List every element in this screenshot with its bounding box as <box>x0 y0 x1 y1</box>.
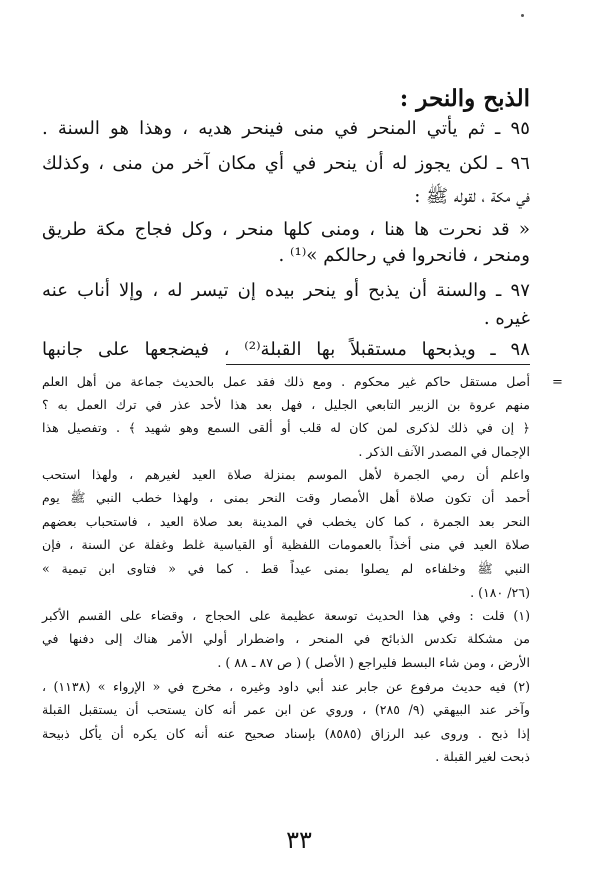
footnote-2-line: إذا ذبح . وروى عبد الرزاق (٨٥٨٥) بإسناد صحيح عنه أنه كان يكره أن يأكل ذبيحة <box>42 726 530 741</box>
footnote-2-line: وآخر عند البيهقي (٩/ ٢٨٥) ، وروي عن ابن عمر أنه كان يستحب أن يستقبل القبلة <box>42 702 530 717</box>
footnote-1-line: (١) قلت : وفي هذا الحديث توسعة عظيمة على الحجاج ، وقضاء على القسم الأكبر <box>42 608 530 623</box>
paragraph-97-line-1: ٩٧ ـ والسنة أن يذبح أو ينحر بيده إن تيسر له ، وإلا أناب عنه <box>42 280 530 301</box>
footnote-line: الإجمال في المصدر الآنف الذكر . <box>358 444 530 459</box>
footnote-line: صلاة العيد في منى أخذاً بالعمومات اللفظية أو القياسية غلط وغفلة عن السنة ، فإن <box>42 537 530 552</box>
footnote-line: أحمد أن تكون صلاة أهل الأمصار وقت النحر بمنى ، ولهذا خطب النبي ﷺ يوم <box>42 490 530 505</box>
footnote-line: ﴿ إن في ذلك لذكرى لمن كان له قلب أو ألقى السمع وهو شهيد ﴾ . وتفصيل هذا <box>42 420 530 435</box>
footnote-separator <box>226 364 530 365</box>
footnote-1-line: من مشكلة تكدس الذبائح في المنحر ، واضطرار أولي الأمر هناك إلى دفنها في <box>42 631 530 646</box>
footnote-continuation-mark: = <box>552 375 563 390</box>
footnote-line: النحر بعد الجمرة ، كما كان يخطب في المدينة بعد صلاة العيد ، فاستحباب بعضهم <box>42 514 530 529</box>
footnote-1-line: الأرض ، ومن شاء البسط فليراجع ( الأصل ) ( ص ٨٧ ـ ٨٨ ) . <box>217 655 530 670</box>
footnote-line: النبي ﷺ وخلفاءه لم يصلوا بمنى عيداً قط . كما في « فتاوى ابن تيمية » <box>42 561 530 576</box>
page-number: ٣٣ <box>286 826 312 854</box>
footnote-line: واعلم أن رمي الجمرة لأهل الموسم بمنزلة صلاة العيد لغيرهم ، ولهذا استحب <box>42 467 530 482</box>
footnote-2-line: ذبحت لغير القبلة . <box>435 749 530 764</box>
paragraph-96-line-2: في مكة ، لقوله ﷺ : <box>414 186 530 207</box>
footnote-2-line: (٢) فيه حديث مرفوع عن جابر عند أبي داود وغيره ، مخرج في « الإرواء » (١١٣٨) ، <box>42 679 530 694</box>
paragraph-95-line: ٩٥ ـ ثم يأتي المنحر في منى فينحر هديه ، وهذا هو السنة . <box>42 118 530 139</box>
footnote-line: (٢٦/ ١٨٠) . <box>470 585 530 600</box>
section-heading: الذبح والنحر : <box>399 85 530 112</box>
hadith-quote-line-1: « قد نحرت ها هنا ، ومنى كلها منحر ، وكل فجاج مكة طريق <box>42 219 530 240</box>
paragraph-97-line-2: غيره . <box>483 308 530 329</box>
speck-mark <box>521 14 524 17</box>
paragraph-98-line: ٩٨ ـ ويذبحها مستقبلاً بها القبلة⁽²⁾ ، فيضجعها على جانبها <box>42 339 530 360</box>
paragraph-96-line-1: ٩٦ ـ لكن يجوز له أن ينحر في أي مكان آخر من منى ، وكذلك <box>42 153 530 174</box>
hadith-quote-line-2: ومنحر ، فانحروا في رحالكم »⁽¹⁾ . <box>278 245 530 266</box>
footnote-line: أصل مستقل حاكم غير محكوم . ومع ذلك فقد عمل بالحديث جماعة من أهل العلم <box>42 374 530 389</box>
footnote-line: منهم عروة بن الزبير التابعي الجليل ، فهل بعد هذا لأحد عذر في ترك العمل به ؟ <box>42 397 530 412</box>
